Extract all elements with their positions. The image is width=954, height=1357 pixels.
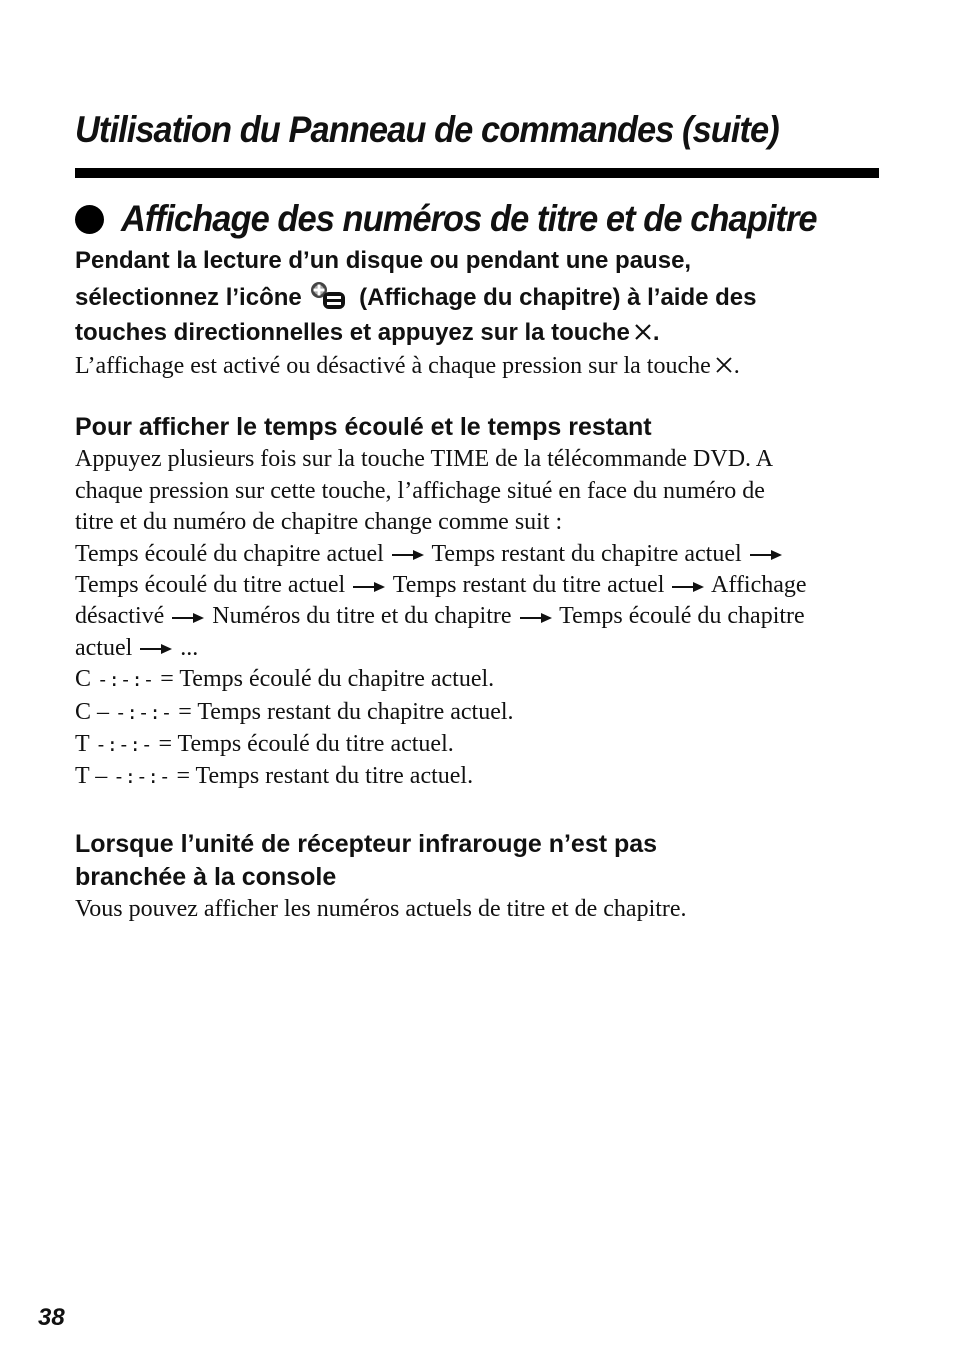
instruction-line-3 <box>75 317 881 349</box>
instruction-line-3-text: touches directionnelles et appuyez sur la touche <box>75 319 630 346</box>
sequence-item: Temps restant du chapitre actuel <box>431 540 742 567</box>
time-code: -:-:- <box>113 766 171 789</box>
right-arrow-icon <box>750 549 782 561</box>
instruction-line-1: Pendant la lecture d’un disque ou pendant une pause, <box>75 247 692 274</box>
sequence-item: Affichage <box>711 572 807 599</box>
code-line <box>75 761 881 793</box>
right-arrow-icon <box>140 643 172 655</box>
bullet-icon <box>75 205 104 234</box>
page-title: Utilisation du Panneau de commandes (suite) <box>75 109 779 150</box>
infrared-section <box>75 828 881 925</box>
instruction-line-2 <box>75 279 881 317</box>
code-line <box>75 729 881 761</box>
intro-line-2: chaque pression sur cette touche, l’affichage situé en face du numéro de <box>75 477 765 504</box>
code-prefix: C <box>75 666 98 693</box>
sequence-item: Temps restant du titre actuel <box>392 572 665 599</box>
intro-line-1: Appuyez plusieurs fois sur la touche TIME de la télécommande DVD. A <box>75 446 774 473</box>
code-description: = Temps écoulé du titre actuel. <box>152 731 454 758</box>
sequence-item: désactivé <box>75 603 165 630</box>
right-arrow-icon <box>520 612 552 624</box>
section-title <box>75 196 881 242</box>
note-line <box>75 351 881 382</box>
code-prefix: C – <box>75 698 116 725</box>
code-prefix: T <box>75 731 96 758</box>
time-section <box>75 411 881 793</box>
title-rule <box>75 168 879 178</box>
cross-button-icon <box>714 353 734 373</box>
sequence-item: ... <box>180 634 199 661</box>
time-code: -:-:- <box>115 701 173 724</box>
right-arrow-icon <box>172 612 204 624</box>
time-code: -:-:- <box>97 669 155 692</box>
section-title-text: Affichage des numéros de titre et de chapitre <box>121 198 817 239</box>
right-arrow-icon <box>672 581 704 593</box>
instruction-line-3-end: . <box>652 319 660 346</box>
page-content <box>75 100 881 925</box>
sequence-line-3 <box>75 601 881 632</box>
code-line <box>75 664 881 696</box>
chapter-display-icon <box>310 281 350 311</box>
code-description: = Temps restant du titre actuel. <box>170 763 474 790</box>
code-prefix: T – <box>75 763 114 790</box>
infrared-body: Vous pouvez afficher les numéros actuels de titre et de chapitre. <box>75 895 687 922</box>
sequence-item: actuel <box>75 634 133 661</box>
sequence-item: Temps écoulé du chapitre <box>559 603 805 630</box>
cross-button-icon <box>633 319 653 339</box>
code-description: = Temps restant du chapitre actuel. <box>172 698 514 725</box>
time-heading: Pour afficher le temps écoulé et le temps restant <box>75 413 652 442</box>
sequence-line-4 <box>75 633 881 664</box>
instruction-block <box>75 243 881 382</box>
sequence-item: Temps écoulé du titre actuel <box>75 572 346 599</box>
infrared-heading-line-2: branchée à la console <box>75 862 337 891</box>
right-arrow-icon <box>392 549 424 561</box>
sequence-line-2 <box>75 570 881 601</box>
page-number: 38 <box>38 1304 65 1331</box>
note-end: . <box>733 353 740 379</box>
sequence-line-1 <box>75 539 881 570</box>
sequence-item: Numéros du titre et du chapitre <box>212 603 512 630</box>
instruction-line-2-b: (Affichage du chapitre) à l’aide des <box>359 284 757 311</box>
right-arrow-icon <box>353 581 385 593</box>
intro-line-3: titre et du numéro de chapitre change comme suit : <box>75 509 563 536</box>
sequence-item: Temps écoulé du chapitre actuel <box>75 540 384 567</box>
code-description: = Temps écoulé du chapitre actuel. <box>154 666 495 693</box>
time-code: -:-:- <box>95 734 153 757</box>
code-line <box>75 697 881 729</box>
infrared-heading-line-1: Lorsque l’unité de récepteur infrarouge n’est pas <box>75 829 658 858</box>
instruction-line-2-a: sélectionnez l’icône <box>75 284 302 311</box>
note-text: L’affichage est activé ou désactivé à chaque pression sur la touche <box>75 353 711 379</box>
